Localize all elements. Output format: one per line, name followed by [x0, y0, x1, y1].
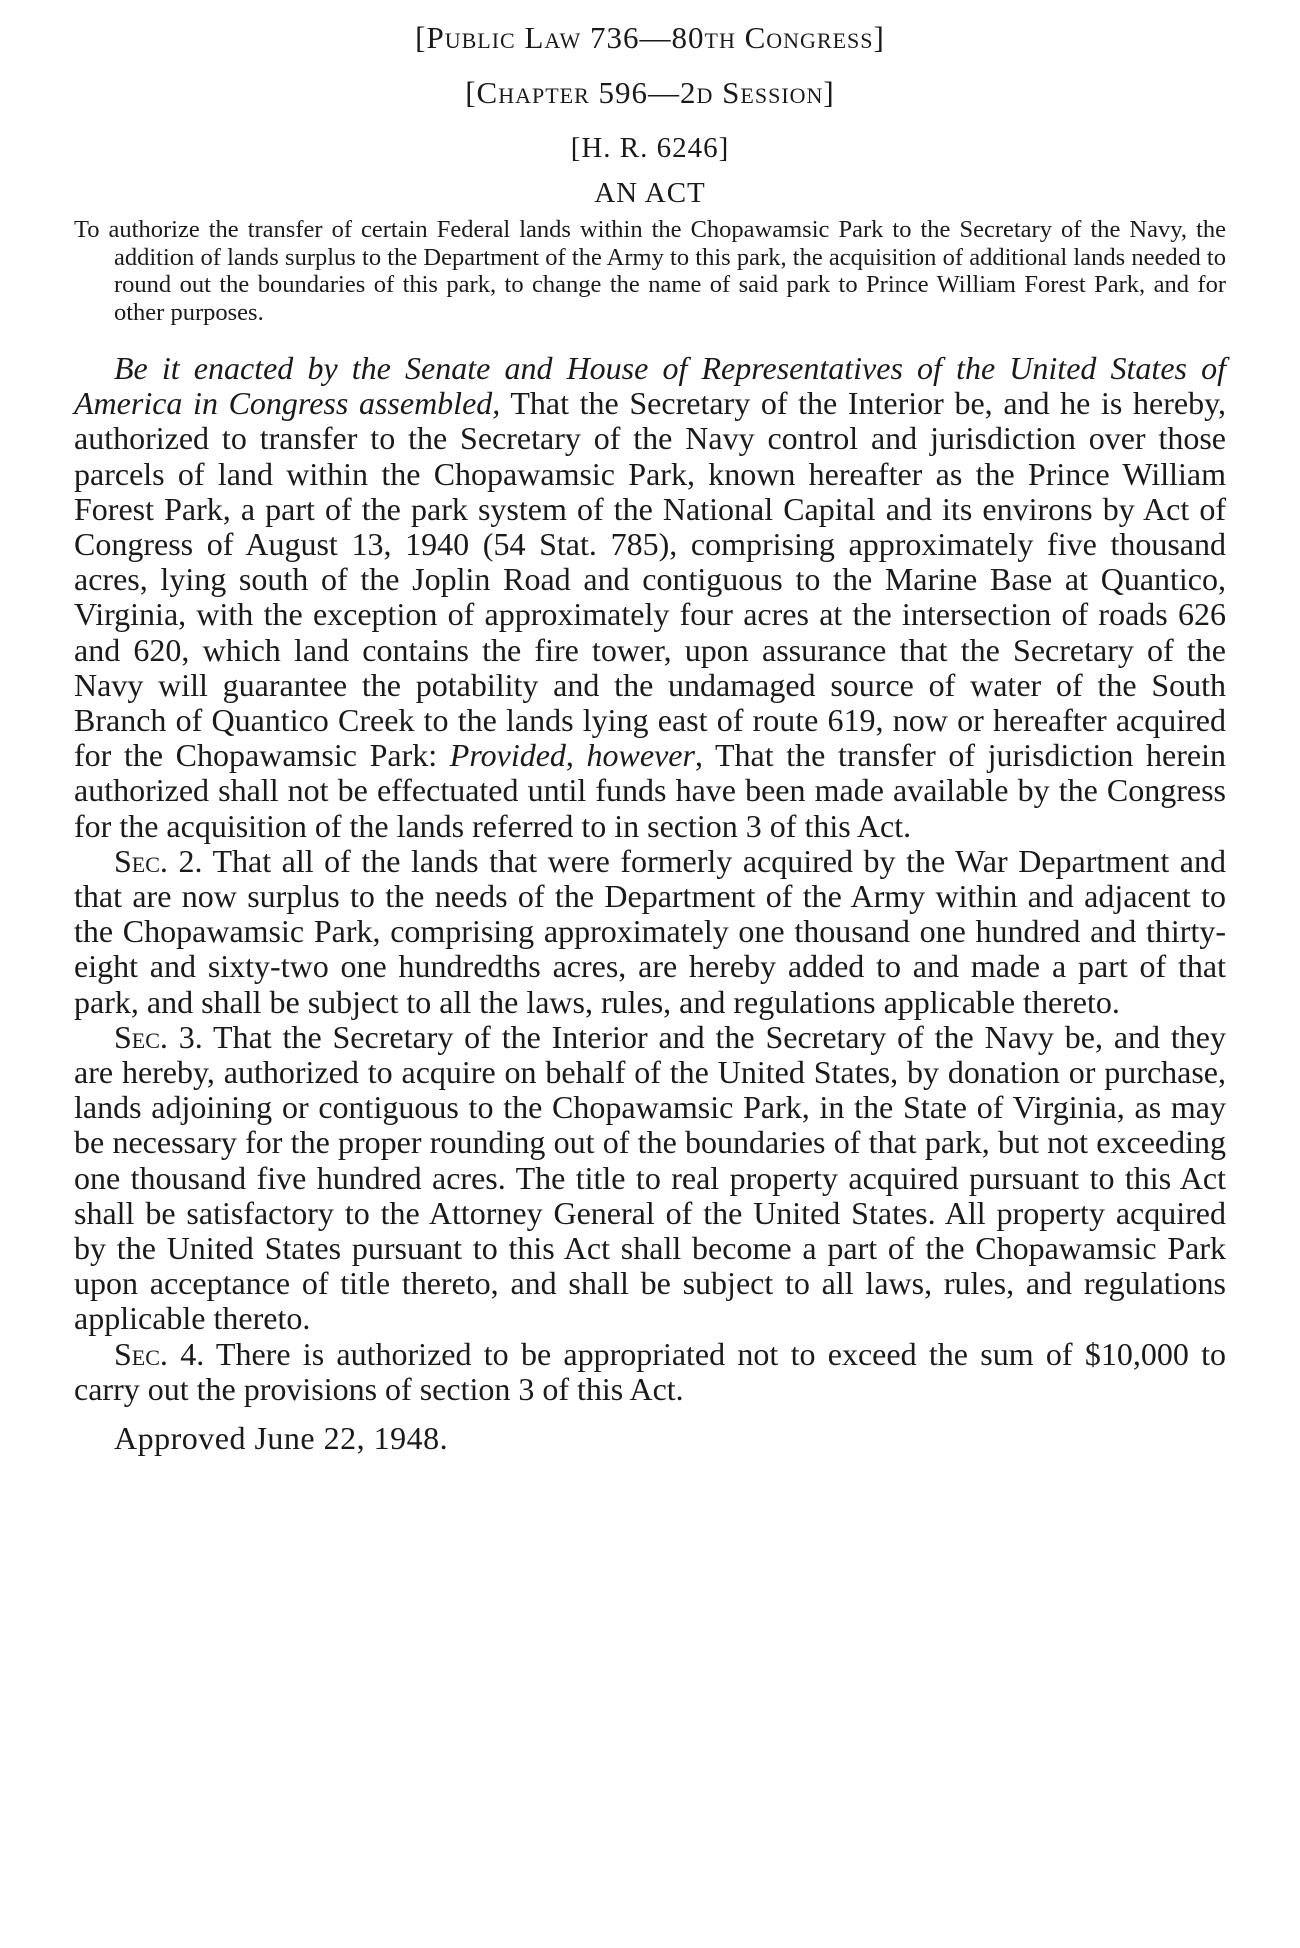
proviso-comma: , — [565, 737, 587, 774]
approval-date: Approved June 22, 1948. — [114, 1420, 449, 1457]
section-text: That the Secretary of the Interior and the Secretary of the Navy be, and they are hereby, authorized to acquire on behalf of the United States, by donation or purchase, lands adjoining or contiguous to the Chopawamsic Park, in the State of Virginia, as may be necessary for the proper rounding out of the boundaries of that park, but not exceeding one thousand five hundred acres. The title to real property acquired pursuant to this Act shall be satisfactory to the Attorney General of the United States. All property acquired by the United States pursuant to this Act shall become a part of the Chopawamsic Park upon acceptance of title thereto, and shall be subject to all laws, rules, and regulations applicable thereto. — [74, 1018, 1227, 1337]
purpose-clause: To authorize the transfer of certain Federal lands within the Chopawamsic Park to the Secretary of the Navy, the addition of lands surplus to the Department of the Army to this park, the acquisition of additional lands needed to round out the boundaries of this park, to change the name of said park to Prince William Forest Park, and for other purposes. — [74, 216, 1226, 326]
proviso-provided: Provided — [449, 737, 566, 774]
enacting-text: That the Secretary of the Interior be, and he is hereby, authorized to transfer to the Secretary of the Navy control and jurisdiction over those parcels of land within the Chopawamsic Park, known hereafter as the Prince William Forest Park, a part of the park system of the National Capital and its environs by Act of Congress of August 13, 1940 (54 Stat. 785), comprising approximately five thousand acres, lying south of the Joplin Road and contiguous to the Marine Base at Quantico, Virginia, with the exception of approximately four acres at the intersection of roads 626 and 620, which land contains the fire tower, upon assurance that the Secretary of the Navy will guarantee the potability and the undamaged source of water of the South Branch of Quantico Creek to the lands lying east of route 619, now or hereafter acquired for the Chopawamsic Park: — [74, 385, 1227, 774]
act-title: AN ACT — [594, 177, 706, 209]
section-label: Sec. 4. — [114, 1335, 205, 1372]
section-text: There is authorized to be appropriated not to exceed the sum of $10,000 to carry out the provisions of section 3 of this Act. — [74, 1335, 1226, 1407]
proviso-text: , That the transfer of jurisdiction herein authorized shall not be effectuated until funds have been made available by the Congress for the acquisition of the lands referred to in section 3 of this Act. — [74, 737, 1227, 844]
chapter-heading: [Chapter 596—2d Session] — [465, 75, 835, 110]
bill-number: [H. R. 6246] — [570, 132, 730, 164]
section-label: Sec. 2. — [114, 842, 203, 879]
section-2 — [74, 844, 1226, 1020]
section-label: Sec. 3. — [114, 1018, 203, 1055]
section-text: That all of the lands that were formerly acquired by the War Department and that are now surplus to the needs of the Department of the Army within and adjacent to the Chopawamsic Park, comprising approximately one thousand one hundred and thirty-eight and sixty-two one hundredths acres, are hereby added to and made a part of that park, and shall be subject to all the laws, rules, and regulations applicable thereto. — [74, 842, 1226, 1020]
public-law-heading: [Public Law 736—80th Congress] — [415, 20, 885, 55]
enacting-clause: Be it enacted by the Senate and House of Representatives of the United States of America in Congress assembled, — [74, 350, 1226, 422]
section-4 — [74, 1337, 1226, 1407]
section-3 — [74, 1020, 1226, 1337]
proviso-however: however — [586, 737, 695, 774]
enacting-paragraph — [74, 351, 1226, 844]
